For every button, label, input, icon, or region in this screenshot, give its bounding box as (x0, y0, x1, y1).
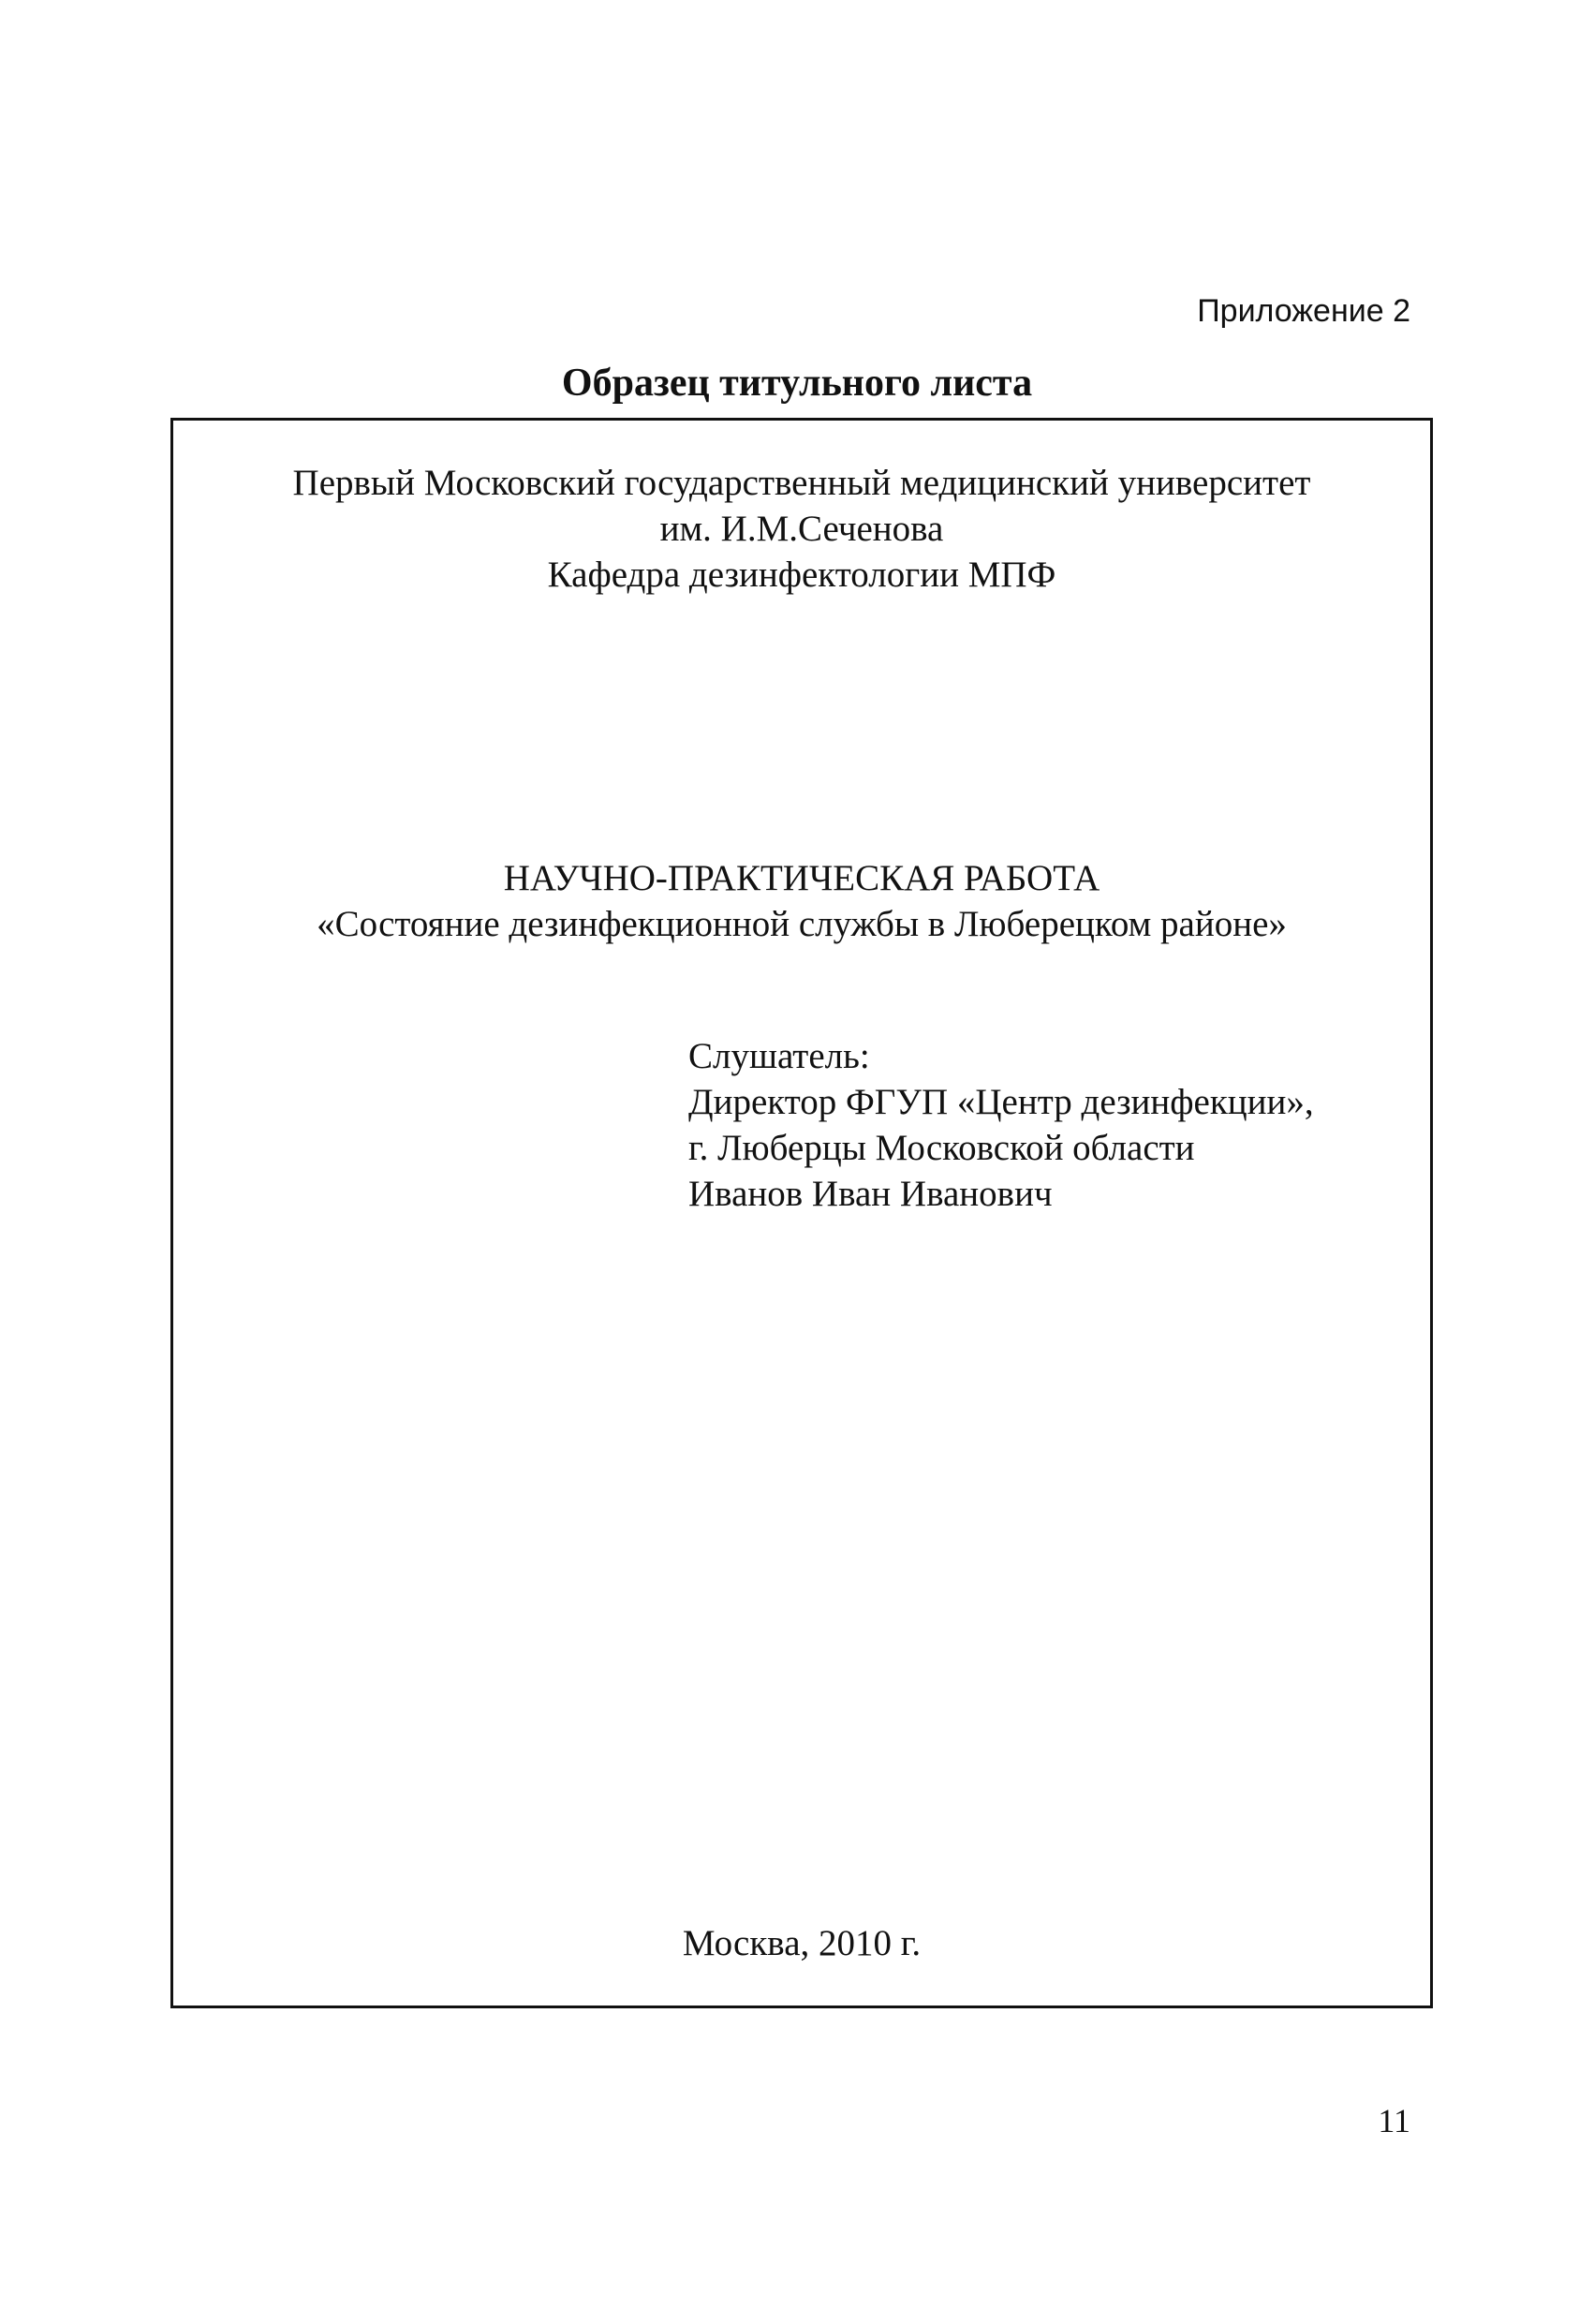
work-block (173, 855, 1430, 947)
listener-name: Иванов Иван Иванович (688, 1174, 1053, 1214)
department-name: Кафедра дезинфектологии МПФ (547, 555, 1056, 595)
page-number: 11 (1378, 2102, 1410, 2139)
listener-position: Директор ФГУП «Центр дезинфекции», (688, 1082, 1314, 1122)
title-page-frame (170, 418, 1433, 2008)
university-eponym: им. И.М.Сеченова (659, 509, 944, 549)
listener-location: г. Люберцы Московской области (688, 1128, 1195, 1168)
listener-block (688, 1033, 1314, 1217)
university-name: Первый Московский государственный медицинский университет (292, 463, 1311, 503)
listener-label: Слушатель: (688, 1036, 870, 1076)
work-title: «Состояние дезинфекционной службы в Люберецком районе» (317, 904, 1287, 944)
city-year: Москва, 2010 г. (682, 1923, 922, 1963)
sample-title: Образец титульного листа (561, 362, 1033, 405)
work-type: НАУЧНО-ПРАКТИЧЕСКАЯ РАБОТА (503, 858, 1100, 898)
institution-block (173, 460, 1430, 598)
appendix-label: Приложение 2 (1197, 293, 1410, 329)
